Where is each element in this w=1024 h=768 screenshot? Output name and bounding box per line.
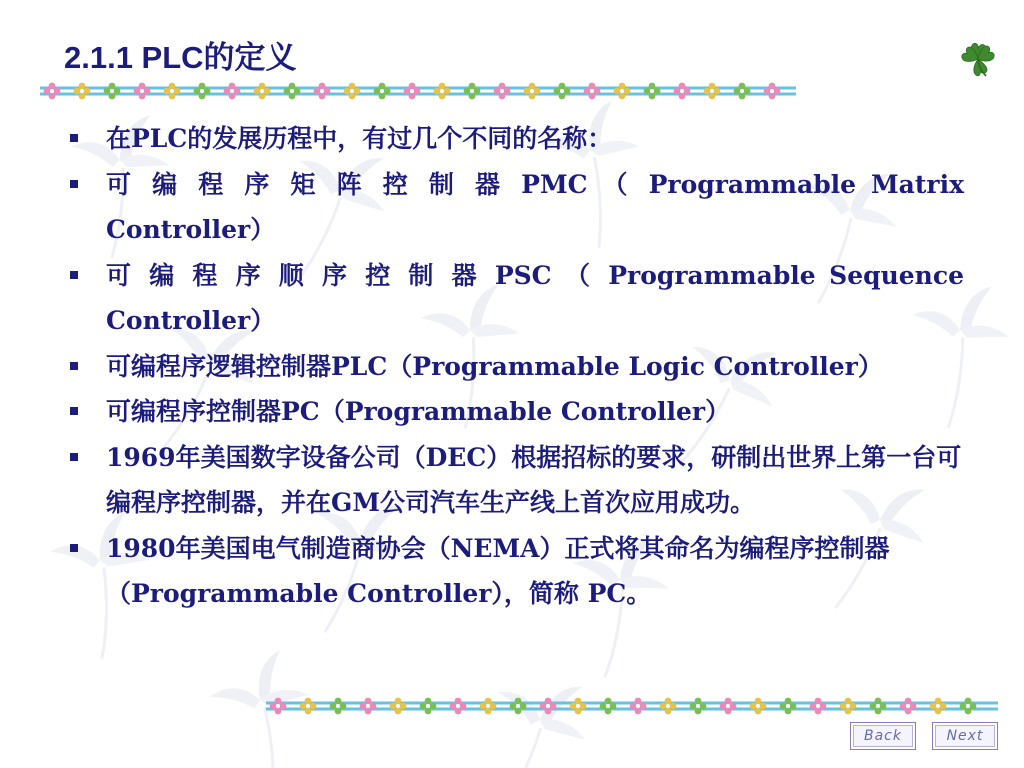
- flower-ornament: [194, 83, 211, 100]
- flower-ornament: [720, 698, 737, 715]
- next-button[interactable]: Next: [932, 722, 998, 750]
- flower-ornament: [74, 83, 91, 100]
- bullet-item: [66, 253, 964, 344]
- flower-ornament: [540, 698, 557, 715]
- flower-ornament: [510, 698, 527, 715]
- slide-title: 2.1.1 PLC的定义: [64, 40, 297, 75]
- flower-ornament: [764, 83, 781, 100]
- flower-ornament: [44, 83, 61, 100]
- flower-ornament: [690, 698, 707, 715]
- flower-ornament: [390, 698, 407, 715]
- bullet-item: [66, 389, 964, 435]
- flower-ornament: [164, 83, 181, 100]
- bullet-text: 1980年美国电气制造商协会（NEMA）正式将其命名为编程序控制器（Programmable Controller），简称 PC。: [106, 533, 890, 608]
- flower-ornament: [674, 83, 691, 100]
- flower-ornament: [870, 698, 887, 715]
- flower-ornament: [750, 698, 767, 715]
- bullet-marker: [70, 362, 78, 370]
- flower-ornament: [614, 83, 631, 100]
- flower-ornament: [524, 83, 541, 100]
- flower-ornament: [734, 83, 751, 100]
- flower-ornament: [780, 698, 797, 715]
- flower-ornament: [314, 83, 331, 100]
- flower-ornament: [704, 83, 721, 100]
- flower-ornament: [224, 83, 241, 100]
- clover-icon: [958, 40, 998, 80]
- back-button[interactable]: Back: [850, 722, 916, 750]
- bullet-item: [66, 435, 964, 526]
- bullet-item: [66, 344, 964, 390]
- flower-ornament: [644, 83, 661, 100]
- flower-ornament: [300, 698, 317, 715]
- flower-ornament: [374, 83, 391, 100]
- bullet-text: 可编程序逻辑控制器PLC（Programmable Logic Controller）: [106, 351, 883, 381]
- flower-ornament: [360, 698, 377, 715]
- flower-ornament: [480, 698, 497, 715]
- flower-ornament: [134, 83, 151, 100]
- flower-ornament: [404, 83, 421, 100]
- bullet-marker: [70, 453, 78, 461]
- flower-ornament: [584, 83, 601, 100]
- bullet-text: 可 编 程 序 顺 序 控 制 器 PSC （ Programmable Sequence Controller）: [106, 260, 964, 335]
- flower-ornament: [494, 83, 511, 100]
- flower-ornament: [570, 698, 587, 715]
- flower-ornament: [450, 698, 467, 715]
- bullet-marker: [70, 134, 78, 142]
- flower-divider-top: [40, 82, 796, 100]
- bullet-text: 可编程序控制器PC（Programmable Controller）: [106, 397, 731, 426]
- flower-ornament: [900, 698, 917, 715]
- flower-ornament: [434, 83, 451, 100]
- flower-ornament: [930, 698, 947, 715]
- flower-ornament: [630, 698, 647, 715]
- flower-ornament: [270, 698, 287, 715]
- flower-ornament: [840, 698, 857, 715]
- bullet-marker: [70, 407, 78, 415]
- bullet-text: 1969年美国数字设备公司（DEC）根据招标的要求，研制出世界上第一台可编程序控制器，并在GM公司汽车生产线上首次应用成功。: [106, 442, 962, 517]
- flower-ornament: [554, 83, 571, 100]
- bullet-item: [66, 526, 964, 617]
- flower-ornament: [344, 83, 361, 100]
- flower-ornament: [284, 83, 301, 100]
- bullet-item: [66, 116, 964, 162]
- flower-ornament: [810, 698, 827, 715]
- bullet-marker: [70, 180, 78, 188]
- bullet-item: [66, 162, 964, 253]
- bullet-marker: [70, 271, 78, 279]
- flower-ornament: [104, 83, 121, 100]
- flower-divider-bottom: [266, 697, 998, 715]
- flower-ornament: [600, 698, 617, 715]
- flower-ornament: [660, 698, 677, 715]
- bullet-text: 可 编 程 序 矩 阵 控 制 器 PMC （ Programmable Matrix Controller）: [106, 169, 964, 244]
- flower-ornament: [330, 698, 347, 715]
- bullet-marker: [70, 544, 78, 552]
- flower-ornament: [420, 698, 437, 715]
- flower-ornament: [960, 698, 977, 715]
- bullet-list: [66, 116, 964, 617]
- flower-ornament: [464, 83, 481, 100]
- bullet-text: 在PLC的发展历程中，有过几个不同的名称：: [106, 124, 613, 153]
- flower-ornament: [254, 83, 271, 100]
